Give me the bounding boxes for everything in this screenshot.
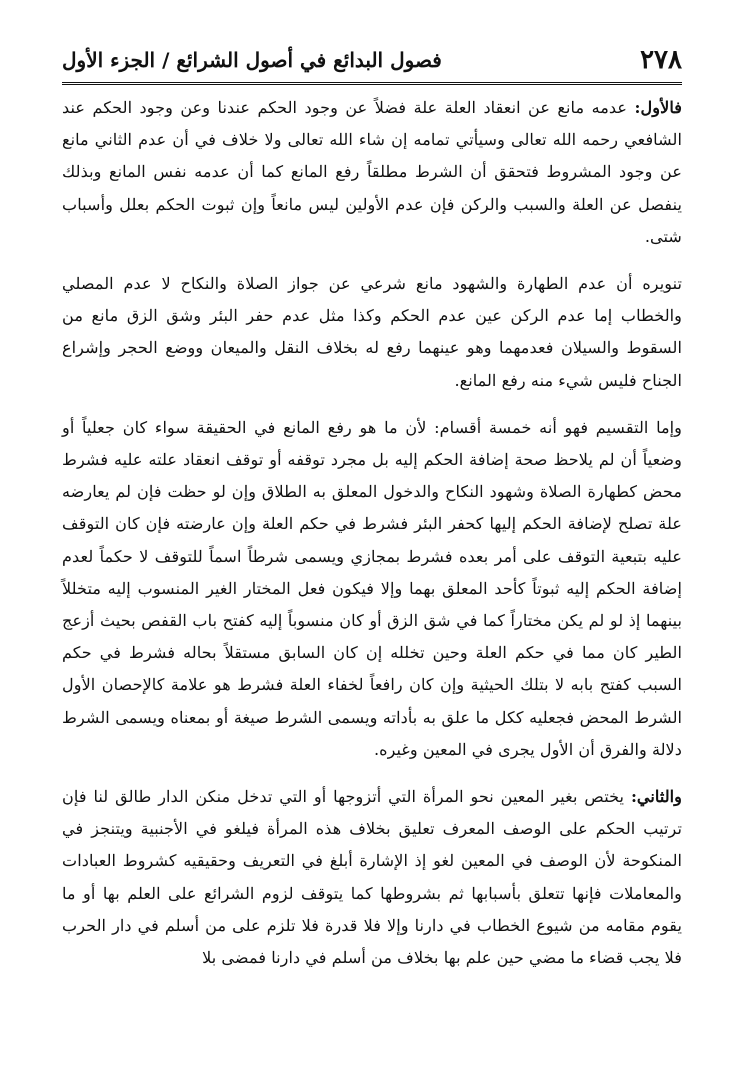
header-title: فصول البدائع في أصول الشرائع / الجزء الأول bbox=[62, 48, 442, 72]
paragraph-taqsim bbox=[62, 412, 682, 766]
paragraph-second bbox=[62, 781, 682, 974]
paragraph-first bbox=[62, 92, 682, 253]
paragraph-tanwir bbox=[62, 268, 682, 397]
page-number: ٢٧٨ bbox=[640, 45, 682, 75]
running-header bbox=[62, 38, 682, 85]
body-text bbox=[62, 92, 682, 989]
paragraph-text: وإما التقسيم فهو أنه خمسة أقسام: لأن ما هو رفع المانع في الحقيقة سواء كان جعلياً أو وضعياً أن لم يلاحظ صحة إضافة الحكم إليه بل مجرد توقفه أو توقف انعقاد علته عليه فشرط محض كطهارة الصلاة وشهود النكاح والدخول المعلق به الطلاق وإن لو حظت فإن لم يعارضه علة تصلح لإضافة الحكم إليها كحفر البئر فشرط في حكم العلة وإن عارضته فإن كان التوقف عليه بتبعية التوقف على أمر بعده فشرط بمجازي ويسمى شرطاً اسماً للتوقف لا حكماً لعدم إضافة الحكم إليه ثبوتاً كأحد المعلق بهما وإلا فيكون فعل المختار الغير المنسوب إليه متخللاً بينهما إذ لو لم يكن مختاراً كما في شق الزق أو كان منسوباً إليه كفتح باب القفص بحيث أزعج الطير كان مما في حكم العلة وحين تخلله إن كان السابق مستقلاً بحاله فشرط في حكم السبب كفتح بابه لا بتلك الحيثية وإن كان رافعاً لخفاء العلة فشرط هو علامة كالإحصان الأول الشرط المحض فجعليه ككل ما علق به بأداته ويسمى الشرط صيغة أو بمعناه ويسمى الشرط دلالة والفرق أن الأول يجرى في المعين وغيره. bbox=[62, 417, 682, 759]
paragraph-lead: فالأول: bbox=[634, 98, 682, 117]
paragraph-text: يختص بغير المعين نحو المرأة التي أتزوجها أو التي تدخل منكن الدار طالق لنا فإن ترتيب الحكم على الوصف المعرف تعليق بخلاف هذه المرأة فيلغو في الأجنبية ويتنجز في المنكوحة لأن الوصف في المعين لغو إذ الإشارة أبلغ في التعريف وحقيقيه كشروط العبادات والمعاملات فإنها تتعلق بأسبابها ثم بشروطها كما يتوقف لزوم الشرائع على العلم بها أو ما يقوم مقامه من شيوع الخطاب في دارنا وإلا فلا قدرة فلا تلزم على من أسلم في دار الحرب فلا يجب قضاء ما مضي حين علم بها بخلاف من أسلم في دارنا فمضى بلا bbox=[62, 787, 682, 968]
paragraph-text: عدمه مانع عن انعقاد العلة علة فضلاً عن وجود الحكم عندنا وعن وجود الحكم عند الشافعي رحمه الله تعالى وسيأتي تمامه إن شاء الله تعالى ولا خلاف في أن عدم الثاني مانع عن وجود المشروط فتحقق أن الشرط مطلقاً رفع المانع كما أن عدمه نفس المانع وبذلك ينفصل عن العلة والسبب والركن فإن عدم الأولين ليس مانعاً وإن ثبوت الحكم بعلل وأسباب شتى. bbox=[62, 98, 682, 246]
paragraph-lead: والثاني: bbox=[630, 787, 682, 807]
paragraph-text: تنويره أن عدم الطهارة والشهود مانع شرعي عن جواز الصلاة والنكاح لا عدم المصلي والخطاب إما عدم الركن عين عدم الحكم وكذا مثل عدم حفر البئر وشق الزق مانع من السقوط والسيلان فعدمهما وهو عينهما رفع له بخلاف النقل والميعان ووضع الحجر وإشراع الجناح فليس شيء منه رفع المانع. bbox=[62, 274, 682, 390]
